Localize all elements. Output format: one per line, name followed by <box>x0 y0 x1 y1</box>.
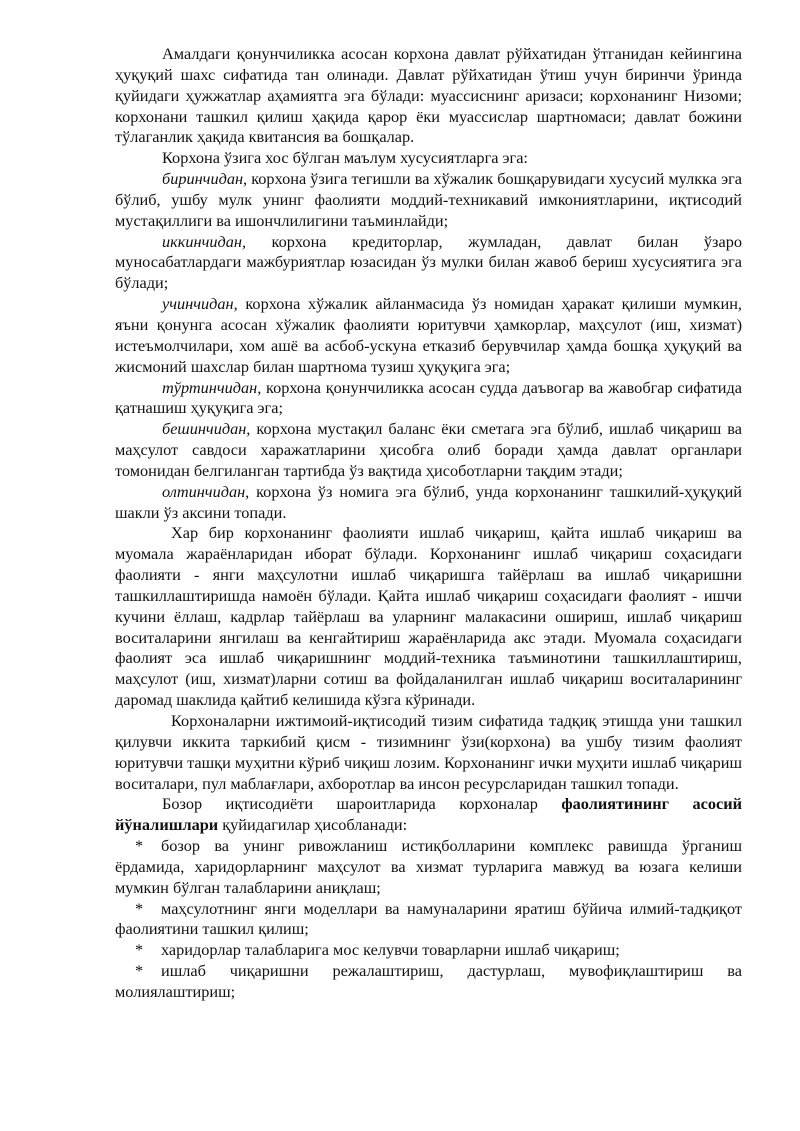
paragraph-registration: Амалдаги қонунчиликка асосан корхона давлат рўйхатидан ўтганидан кейингина ҳуқуқий шахс сифатида тан олинади. Давлат рўйхатидан ўтиш учун биринчи ўринда қуйидаги ҳужжатлар аҳамиятга эга бўлади: муассиснинг аризаси; корхонанинг Низоми; корхонани ташкил қилиш ҳақида қарор ёки муассислар шартномаси; давлат божини тўлаганлик ҳақида квитансия ва бошқалар. <box>115 44 742 147</box>
list-item <box>115 940 742 961</box>
feature-fifth <box>115 419 742 482</box>
feature-fifth-lead: бешинчидан, <box>162 419 251 439</box>
feature-sixth-lead: олтинчидан, <box>162 481 250 501</box>
list-item <box>115 836 742 899</box>
paragraph-activity-spheres: Хар бир корхонанинг фаолияти ишлаб чиқариш, қайта ишлаб чиқариш ва муомала жараёнларидан иборат бўлади. Корхонанинг ишлаб чиқариш соҳасидаги фаолияти - янги маҳсулотни ишлаб чиқаришга тайёрлаш ва ишлаб чиқаришни ташкиллаштиришда намоён бўлади. Қайта ишлаб чиқариш соҳасидаги фаолият - ишчи кучини ёллаш, кадрлар тайёрлаш ва уларнинг малакасини ошириш, ишлаб чиқариш воситаларини янгилаш ва кенгайтириш жараёнларида акс этади. Муомала соҳасидаги фаолият эса ишлаб чиқаришнинг моддий-техника таъминотини ташкиллаштириш, маҳсулот (иш, хизмат)ларни сотиш ва фойдаланилган ишлаб чиқариш воситаларининг даромад шаклида қайтиб келишида кўзга кўринади. <box>115 523 742 710</box>
feature-sixth <box>115 482 742 524</box>
feature-fourth-lead: тўртинчидан, <box>162 377 262 397</box>
document-page <box>115 44 742 1003</box>
feature-fourth-text: корхона қонунчиликка асосан судда даъвогар ва жавобгар сифатида қатнашиш ҳуқуқига эга; <box>115 377 742 418</box>
feature-first <box>115 169 742 232</box>
feature-second-text: корхона кредиторлар, жумладан, давлат билан ўзаро муносабатлардаги мажбуриятлар юзасидан ўз мулки билан жавоб бериш хусусиятига эга бўлади; <box>115 231 742 293</box>
list-item-text: маҳсулотнинг янги моделлари ва намуналарини яратиш бўйича илмий-тадқиқот фаолиятини ташкил қилиш; <box>115 898 742 939</box>
feature-first-text: корхона ўзига тегишли ва хўжалик бошқарувидаги хусусий мулкка эга бўлиб, ушбу мулк унинг фаолияти моддий-техникавий имкониятларини, иқтисодий мустақиллиги ва ишончлилигини таъминлайди; <box>115 169 742 230</box>
main-directions-bold: фаолиятининг асосий йўналишлари <box>115 794 742 835</box>
list-item <box>115 899 742 941</box>
main-directions-start: Бозор иқтисодиёти шароитларида корхоналар <box>162 794 562 814</box>
feature-fourth <box>115 378 742 420</box>
feature-third <box>115 294 742 377</box>
bullet-marker: * <box>135 961 144 981</box>
feature-second <box>115 232 742 295</box>
paragraph-features-intro: Корхона ўзига хос бўлган маълум хусусиятларга эга: <box>162 148 528 168</box>
feature-sixth-text: корхона ўз номига эга бўлиб, унда корхонанинг ташкилий-ҳуқуқий шакли ўз аксини топади. <box>115 481 742 522</box>
bullet-marker: * <box>135 940 144 960</box>
paragraph-main-directions <box>115 794 742 836</box>
feature-first-lead: биринчидан, <box>162 169 248 189</box>
bullet-marker: * <box>135 898 144 918</box>
main-directions-end: қуйидагилар ҳисобланади: <box>218 815 408 835</box>
list-item-text: харидорлар талабларига мос келувчи товарларни ишлаб чиқариш; <box>161 940 620 960</box>
list-item-text: ишлаб чиқаришни режалаштириш, дастурлаш, мувофиқлаштириш ва молиялаштириш; <box>115 961 742 1001</box>
paragraph-socio-economic-system: Корхоналарни ижтимоий-иқтисодий тизим сифатида тадқиқ этишда уни ташкил қилувчи иккита таркибий қисм - тизимнинг ўзи(корхона) ва ушбу тизим фаолият юритувчи ташқи муҳитни кўриб чиқиш лозим. Корхонанинг ички муҳити ишлаб чиқариш воситалари, пул маблағлари, ахборотлар ва инсон ресурсларидан ташкил топади. <box>115 711 743 793</box>
feature-third-text: корхона хўжалик айланмасида ўз номидан ҳаракат қилиши мумкин, яъни қонунга асосан хўжалик фаолияти юритувчи ҳамкорлар, маҳсулот (иш, хизмат) истеъмолчилари, хом ашё ва асбоб-ускуна етказиб берувчилар ҳамда бошқа ҳуқуқий ва жисмоний шахслар билан шартнома тузиш ҳуқуқига эга; <box>115 294 742 376</box>
list-item <box>115 961 742 1003</box>
feature-second-lead: иккинчидан, <box>162 231 247 251</box>
list-item-text: бозор ва унинг ривожланиш истиқболларини комплекс равишда ўрганиш ёрдамида, харидорларнинг маҳсулот ва хизмат турларига мавжуд ва юзага келиши мумкин бўлган талабларини аниқлаш; <box>115 836 742 897</box>
feature-third-lead: учинчидан, <box>162 294 238 314</box>
bullet-marker: * <box>135 836 144 856</box>
feature-fifth-text: корхона мустақил баланс ёки сметага эга бўлиб, ишлаб чиқариш ва маҳсулот савдоси харажатларини ҳисобга олиб боради ҳамда давлат органлари томонидан белгиланган тартибда ўз вақтида ҳисоботларни тақдим этади; <box>115 419 742 480</box>
